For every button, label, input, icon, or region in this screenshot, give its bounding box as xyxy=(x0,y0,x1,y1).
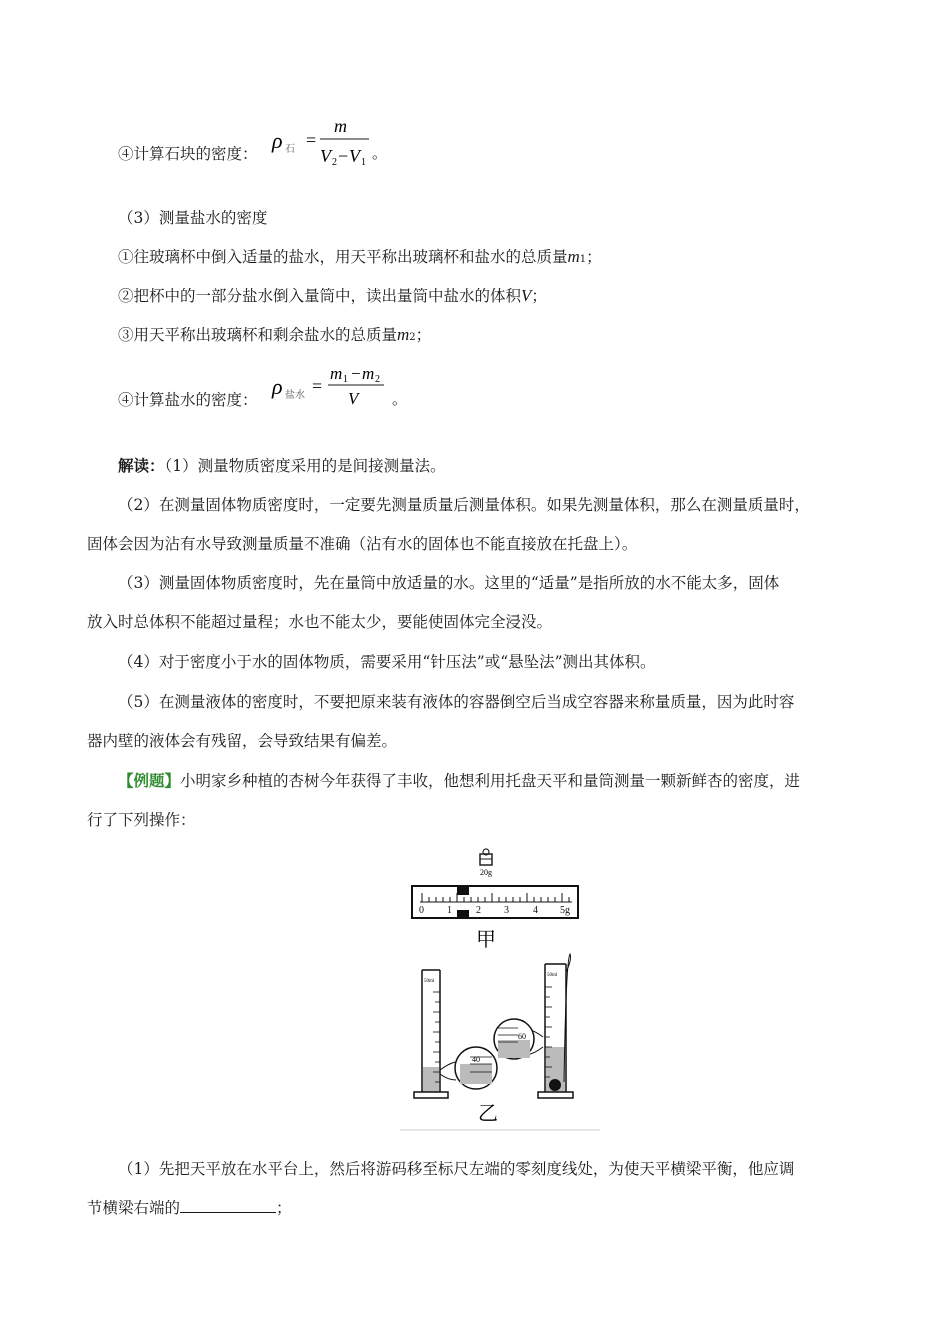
zoom-right-reading: 60 xyxy=(518,1032,526,1041)
example-line2: 行了下列操作： xyxy=(87,811,196,829)
var-v: V xyxy=(521,286,532,305)
apricot xyxy=(549,1079,561,1091)
cyl-right-label: 50ml xyxy=(547,973,558,978)
var-m: m xyxy=(397,325,410,344)
interpretation-p2-line1: （2）在测量固体物质密度时，一定要先测量质量后测量体积。如果先测量体积，那么在测量质量时， xyxy=(118,496,810,514)
numerator-m1: m xyxy=(330,364,343,383)
rider-top xyxy=(457,887,469,895)
interpretation-p5-line1: （5）在测量液体的密度时，不要把原来装有液体的容器倒空后当成空容器来称量质量，因为此时容 xyxy=(118,693,795,711)
period: 。 xyxy=(372,144,388,162)
weight-icon xyxy=(480,849,492,865)
interpretation-p5-line2: 器内壁的液体会有残留，会导致结果有偏差。 xyxy=(87,732,398,750)
example-tag: 【例题】 xyxy=(118,771,181,790)
tick-label-5: 5g xyxy=(560,905,570,916)
minus-sign: − xyxy=(351,364,361,383)
rider-bottom xyxy=(457,910,469,918)
step-text: ④计算盐水的密度： xyxy=(118,391,258,409)
cyl-left-label: 50ml xyxy=(424,979,435,984)
numerator: m xyxy=(334,116,347,136)
interpretation-p2-line2: 固体会因为沾有水导致测量质量不准确（沾有水的固体也不能直接放在托盘上）。 xyxy=(87,535,638,553)
denominator-v: V xyxy=(348,389,359,408)
rho-subscript: 石 xyxy=(285,144,295,155)
step-text: ②把杯中的一部分盐水倒入量筒中，读出量筒中盐水的体积 xyxy=(118,287,522,305)
interpretation-label: 解读： xyxy=(118,456,165,475)
answer-blank[interactable] xyxy=(180,1198,276,1213)
step-text: ③用天平称出玻璃杯和剩余盐水的总质量 xyxy=(118,326,398,344)
saltwater-step-3: ③用天平称出玻璃杯和剩余盐水的总质量m2； xyxy=(118,325,432,344)
saltwater-density-step xyxy=(118,390,258,410)
interpretation-p3-line1: （3）测量固体物质密度时，先在量筒中放适量的水。这里的“适量”是指所放的水不能太多，固体 xyxy=(118,574,780,592)
tick-label-0: 0 xyxy=(419,905,424,916)
weight-label: 20g xyxy=(480,868,492,877)
step-text: ①往玻璃杯中倒入适量的盐水，用天平称出玻璃杯和盐水的总质量 xyxy=(118,248,568,266)
denominator-v1-sub: 1 xyxy=(361,157,366,168)
stone-density-step xyxy=(118,144,258,164)
numerator-m1-sub: 1 xyxy=(343,374,348,385)
balance-and-cylinders-figure xyxy=(400,842,600,1132)
right-zoom-bubble xyxy=(494,1019,543,1059)
denominator-v2-sub: 2 xyxy=(332,157,337,168)
equals-sign: = xyxy=(306,130,317,150)
left-cylinder xyxy=(414,970,448,1098)
interpretation-p4: （4）对于密度小于水的固体物质，需要采用“针压法”或“悬坠法”测出其体积。 xyxy=(118,653,656,671)
right-cylinder xyxy=(538,954,573,1098)
var-m: m xyxy=(567,247,580,266)
minus-sign: − xyxy=(338,146,349,166)
var-sub: 1 xyxy=(579,254,587,265)
numerator-m2-sub: 2 xyxy=(375,374,380,385)
saltwater-step-1: ①往玻璃杯中倒入适量的盐水，用天平称出玻璃杯和盐水的总质量m1； xyxy=(118,247,602,266)
numerator-m2: m xyxy=(362,364,375,383)
saltwater-step-2: ②把杯中的一部分盐水倒入量筒中，读出量筒中盐水的体积V； xyxy=(118,286,547,305)
question-line1: （1）先把天平放在水平台上，然后将游码移至标尺左端的零刻度线处，为使天平横梁平衡，他应调 xyxy=(118,1160,795,1178)
stone-density-formula xyxy=(266,112,396,172)
interpretation-p3-line2: 放入时总体积不能超过量程；水也不能太少，要能使固体完全浸没。 xyxy=(87,613,553,631)
label-jia: 甲 xyxy=(476,927,496,951)
rho-symbol: ρ xyxy=(272,374,283,399)
step-text: ④计算石块的密度： xyxy=(118,145,258,163)
tick-label-2: 2 xyxy=(476,905,481,916)
label-yi: 乙 xyxy=(478,1101,498,1125)
var-sub: 2 xyxy=(409,332,416,343)
tick-label-4: 4 xyxy=(533,905,538,916)
question-line2: 节横梁右端的 ； xyxy=(87,1199,292,1217)
section-3-title: （3）测量盐水的密度 xyxy=(118,209,268,227)
denominator-v1: V xyxy=(349,146,360,166)
equals-sign: = xyxy=(312,376,323,396)
tick-label-1: 1 xyxy=(447,905,452,916)
saltwater-density-formula xyxy=(266,362,426,418)
beam-scale xyxy=(412,886,578,918)
denominator-v2: V xyxy=(320,146,331,166)
rho-subscript: 盐水 xyxy=(285,390,305,401)
left-zoom-bubble xyxy=(440,1047,497,1089)
rho-symbol: ρ xyxy=(272,128,283,153)
example-line1: 【例题】小明家乡种植的杏树今年获得了丰收，他想利用托盘天平和量筒测量一颗新鲜杏的密度，进 xyxy=(118,771,801,790)
zoom-left-reading: 40 xyxy=(472,1055,480,1064)
tick-label-3: 3 xyxy=(504,905,509,916)
period: 。 xyxy=(392,390,408,408)
interpretation-p1: 解读：（1）测量物质密度采用的是间接测量法。 xyxy=(118,456,446,475)
